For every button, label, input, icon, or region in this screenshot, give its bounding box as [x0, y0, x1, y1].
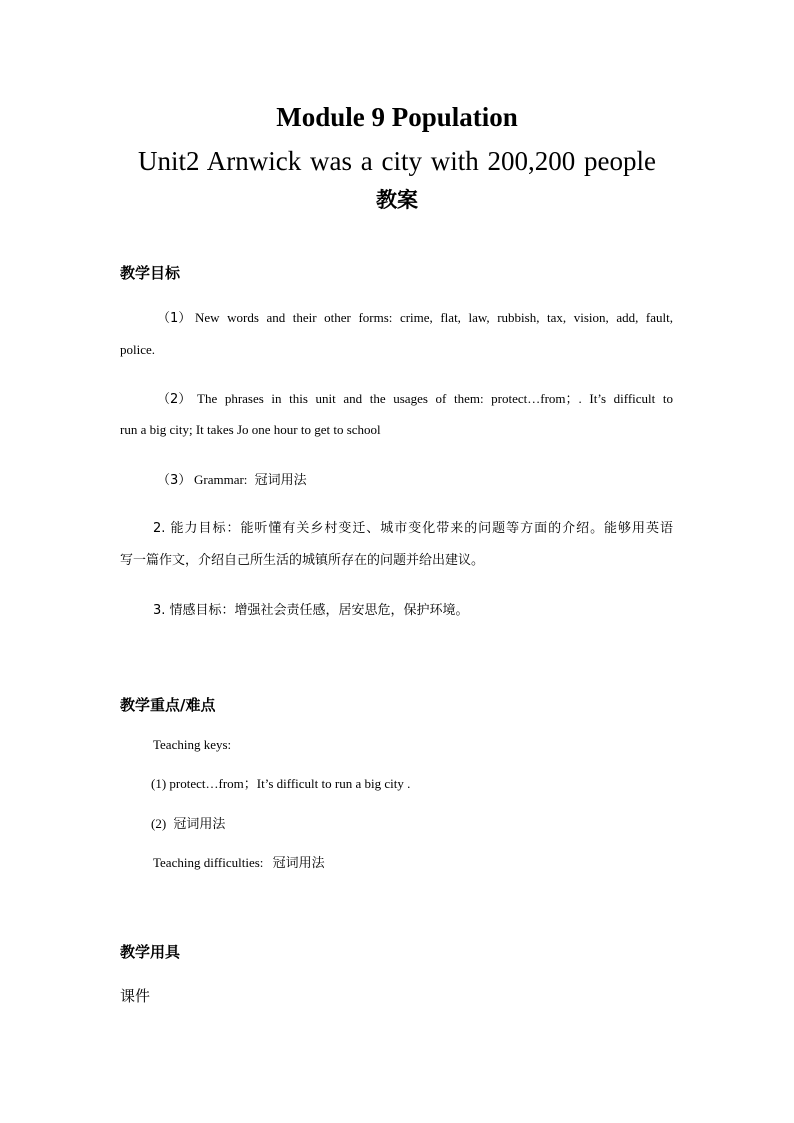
- section-heading-tools: 教学用具: [120, 943, 181, 961]
- objective-1-number: （1）: [157, 311, 192, 326]
- objective-3-label: Grammar:: [194, 472, 248, 487]
- document-type: 教案: [376, 188, 418, 212]
- objective-1-line-1: New words and their other forms: crime, flat, law, rubbish, tax, vision, add, fault,: [195, 310, 673, 325]
- teaching-key-2-number: (2): [151, 816, 167, 831]
- teaching-key-2-value: 冠词用法: [173, 817, 226, 832]
- teaching-difficulties-label: Teaching difficulties:: [153, 855, 264, 870]
- objective-emotion: 3. 情感目标：增强社会责任感，居安思危，保护环境。: [153, 603, 469, 618]
- objective-3-text: [194, 471, 307, 490]
- objective-3-value: 冠词用法: [254, 473, 307, 488]
- section-heading-keys: 教学重点/难点: [120, 696, 216, 714]
- document-subtitle: Unit2 Arnwick was a city with 200,200 people: [138, 146, 656, 176]
- section-heading-objectives: 教学目标: [120, 264, 181, 282]
- objective-ability-line-1: 2. 能力目标：能听懂有关乡村变迁、城市变化带来的问题等方面的介绍。能够用英语: [153, 521, 673, 536]
- objective-2-line-2: run a big city; It takes Jo one hour to get to school: [120, 422, 381, 437]
- teaching-difficulties-value: 冠词用法: [272, 856, 325, 871]
- teaching-difficulties: [153, 854, 325, 873]
- objective-1-line-2: police.: [120, 342, 156, 357]
- objective-2-number: （2）: [157, 392, 192, 407]
- objective-ability-line-2: 写一篇作文，介绍自己所生活的城镇所存在的问题并给出建议。: [120, 553, 485, 568]
- objective-2-line-1: The phrases in this unit and the usages of them: protect…from；. It’s difficult to: [197, 391, 673, 406]
- teaching-key-1: (1) protect…from；It’s difficult to run a big city .: [151, 776, 411, 791]
- document-title: Module 9 Population: [276, 102, 518, 132]
- objective-3-number: （3）: [157, 473, 192, 488]
- teaching-key-2: [151, 815, 225, 834]
- teaching-keys-label: Teaching keys:: [153, 737, 232, 752]
- teaching-tools-value: 课件: [120, 987, 151, 1005]
